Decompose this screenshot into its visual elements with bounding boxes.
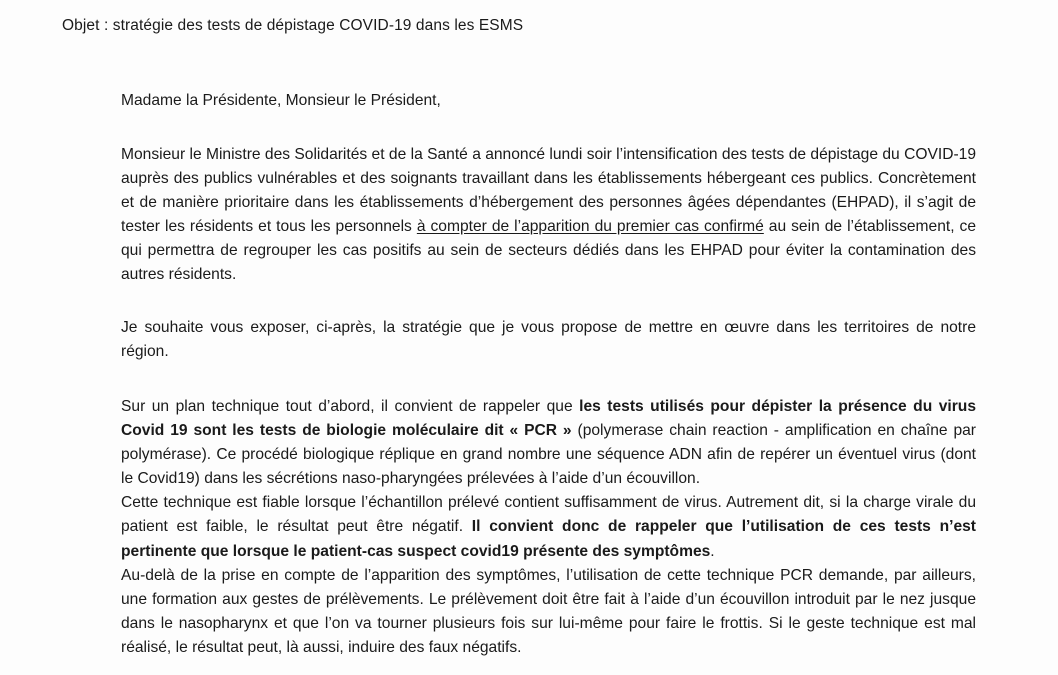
paragraph-strategy xyxy=(121,316,976,364)
technical-bold-pcr: les tests utilisés pour dépister la présence du virus Covid 19 sont les tests de biologie moléculaire dit « PCR » xyxy=(121,398,976,440)
salutation: Madame la Présidente, Monsieur le Président, xyxy=(121,92,441,109)
technical-reliability xyxy=(121,491,976,563)
paragraph-announcement-text xyxy=(121,143,976,288)
technical-reliability-end: . xyxy=(710,542,715,560)
paragraph-strategy-text: Je souhaite vous exposer, ci-après, la stratégie que je vous propose de mettre en œuvre dans les territoires de notre région. xyxy=(121,319,976,361)
paragraph-announcement xyxy=(121,143,976,288)
announcement-text-end: au sein de l’établissement, ce qui permettra de regrouper les cas positifs au sein de secteurs dédiés dans les EHPAD pour éviter la contamination des autres résidents. xyxy=(121,218,977,284)
announcement-underlined-text: à compter de l’apparition du premier cas confirmé xyxy=(416,218,764,236)
technical-sampling: Au-delà de la prise en compte de l’apparition des symptômes, l’utilisation de cette technique PCR demande, par ailleurs, une formation aux gestes de prélèvements. Le prélèvement doit être fait à l’aide d’un écouvillon introduit par le nez jusque dans le nasopharynx et que l’on va tourner plusieurs fois sur lui-même pour faire le frottis. Si le geste technique est mal réalisé, le résultat peut, là aussi, induire des faux négatifs. xyxy=(121,566,976,656)
technical-reliability-text: Cette technique est fiable lorsque l’échantillon prélevé contient suffisamment de virus. Autrement dit, si la charge virale du patient est faible, le résultat peut être négatif. xyxy=(121,494,976,536)
technical-intro-text: Sur un plan technique tout d’abord, il convient de rappeler que xyxy=(121,398,580,415)
announcement-text-start: Monsieur le Ministre des Solidarités et de la Santé a annoncé lundi soir l’intensification des tests de dépistage du COVID-19 auprès des publics vulnérables et des soignants travaillant dans les établissements hébergeant ces publics. Concrètement et de manière prioritaire dans les établissements d’hébergement des personnes âgées dépendantes (EHPAD), il s’agit de tester les résidents et tous les personnels xyxy=(121,146,976,236)
subject-line: Objet : stratégie des tests de dépistage COVID-19 dans les ESMS xyxy=(62,17,524,34)
technical-bold-symptoms: Il convient donc de rappeler que l’utilisation de ces tests n’est pertinente que lorsque le patient-cas suspect covid19 présente des symptômes xyxy=(121,518,976,560)
technical-pcr-intro xyxy=(121,395,976,491)
technical-pcr-description: (polymerase chain reaction - amplification en chaîne par polymérase). Ce procédé biologique réplique en grand nombre une séquence ADN afin de repérer un éventuel virus (dont le Covid19) dans les sécrétions naso-pharyngées prélevées à l’aide d’un écouvillon. xyxy=(121,422,976,488)
paragraph-technical xyxy=(121,395,976,660)
